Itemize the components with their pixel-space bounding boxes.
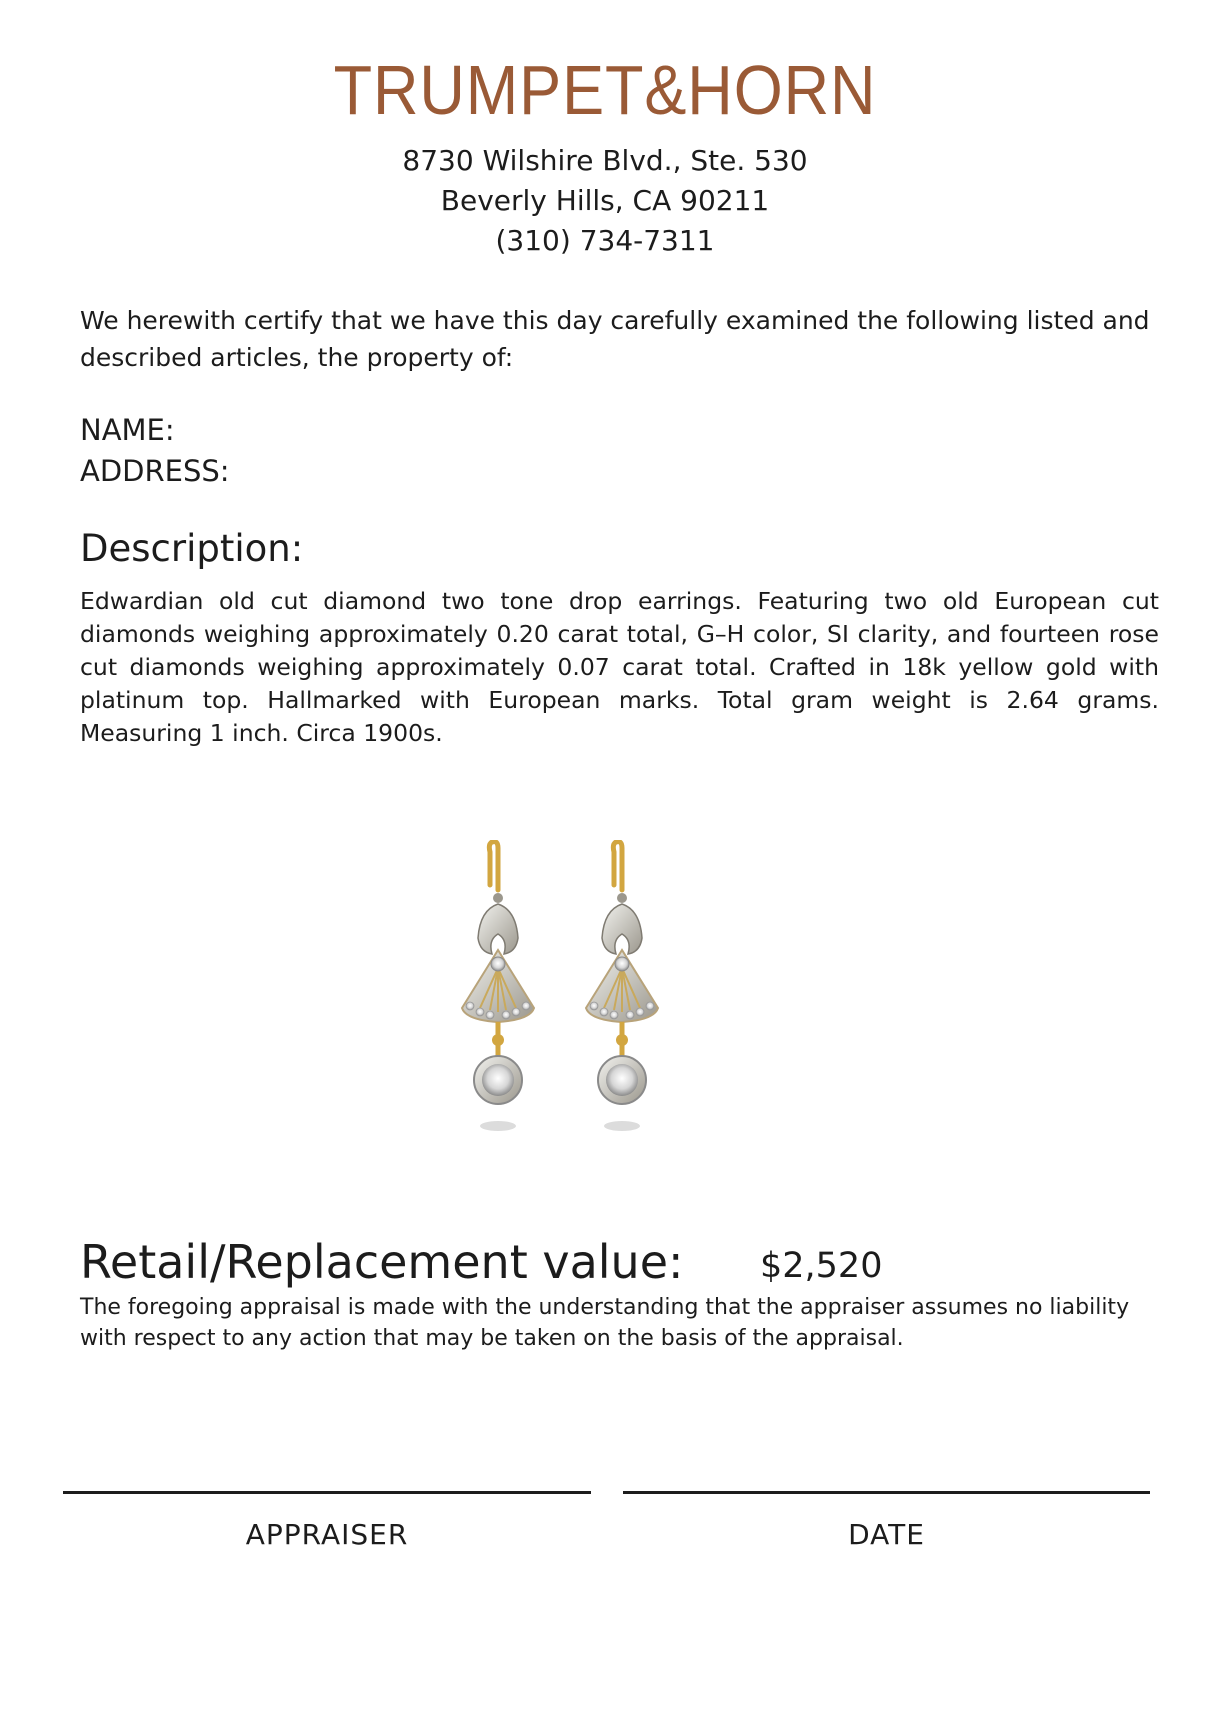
description-title: Description: xyxy=(80,527,304,570)
address-line-1: 8730 Wilshire Blvd., Ste. 530 xyxy=(402,144,808,177)
retail-value-amount: $2,520 xyxy=(760,1246,883,1286)
address-label: ADDRESS: xyxy=(80,454,230,488)
appraisal-disclaimer: The foregoing appraisal is made with the understanding that the appraiser assumes no liability with respect to any action that may be taken on the basis of the appraisal. xyxy=(80,1295,1130,1351)
appraiser-label: APPRAISER xyxy=(245,1518,409,1551)
date-label: DATE xyxy=(848,1518,925,1551)
left-earring xyxy=(462,842,534,1131)
earrings-photo xyxy=(440,840,680,1180)
phone-number: (310) 734-7311 xyxy=(495,224,715,257)
address-line-2: Beverly Hills, CA 90211 xyxy=(440,184,770,217)
brand-logo: TRUMPET&HORN xyxy=(333,51,877,129)
retail-value-title: Retail/Replacement value: xyxy=(80,1235,684,1289)
appraiser-signature-line xyxy=(63,1491,591,1494)
right-earring xyxy=(586,842,658,1131)
earrings-photo-icon xyxy=(440,840,680,1180)
name-label: NAME: xyxy=(80,413,175,447)
certification-intro: We herewith certify that we have this day carefully examined the following listed and described articles, the property of: xyxy=(80,306,1150,372)
date-signature-line xyxy=(623,1491,1150,1494)
description-text: Edwardian old cut diamond two tone drop earrings. Featuring two old European cut diamonds weighing approximately 0.20 carat total, G–H color, SI clarity, and fourteen rose cut diamonds weighing approximately 0.07 carat total. Crafted in 18k yellow gold with platinum top. Hallmarked with European marks. Total gram weight is 2.64 grams. Measuring 1 inch. Circa 1900s. xyxy=(80,587,1159,747)
